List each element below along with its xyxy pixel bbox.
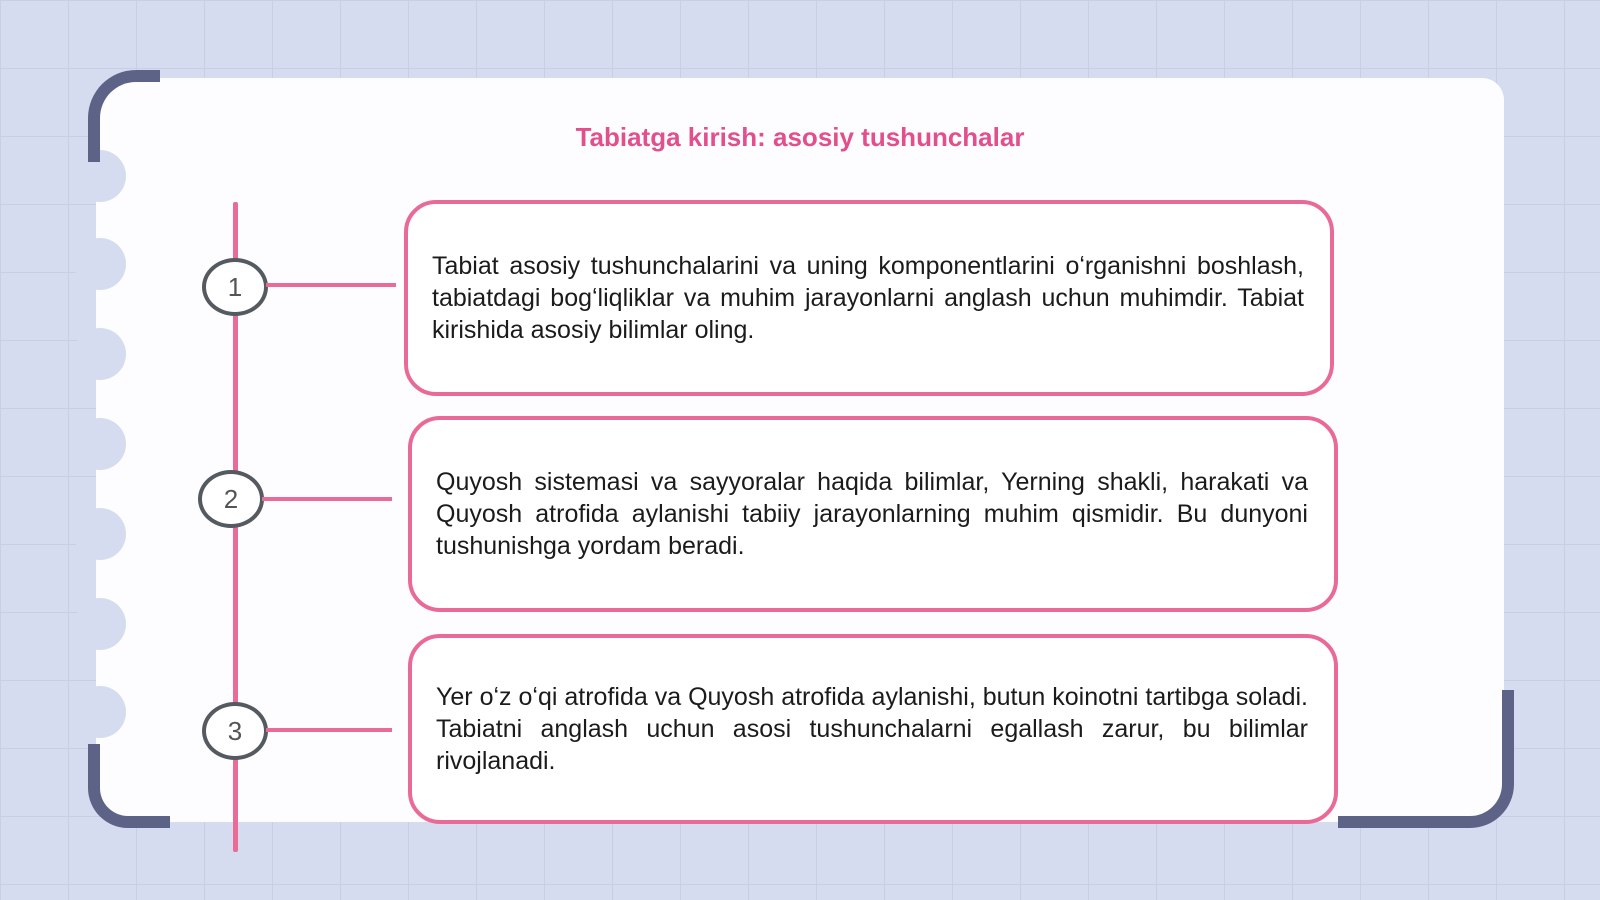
step-card-2 bbox=[408, 416, 1338, 612]
step-connector-3 bbox=[266, 728, 392, 732]
step-connector-1 bbox=[266, 283, 396, 287]
frame-corner-bottom-left bbox=[88, 744, 170, 828]
punch-hole bbox=[74, 598, 126, 650]
step-text-3: Yer oʻz oʻqi atrofida va Quyosh atrofida aylanishi, butun koinotni tartibga soladi. Tabiatni anglash uchun asosi tushunchalarni egallash zarur, bu bilimlar rivojlanadi. bbox=[436, 683, 1308, 775]
slide-title: Tabiatga kirish: asosiy tushunchalar bbox=[575, 122, 1025, 152]
step-number-2: 2 bbox=[198, 470, 264, 528]
step-connector-2 bbox=[262, 497, 392, 501]
frame-corner-bottom-right bbox=[1338, 690, 1514, 828]
punch-hole bbox=[74, 238, 126, 290]
step-card-1 bbox=[404, 200, 1334, 396]
step-text-2: Quyosh sistemasi va sayyoralar haqida bilimlar, Yerning shakli, harakati va Quyosh atrofida aylanishi tabiiy jarayonlarning muhim qismidir. Bu dunyoni tushunishga yordam beradi. bbox=[436, 468, 1308, 560]
step-number-3: 3 bbox=[202, 702, 268, 760]
step-card-3 bbox=[408, 634, 1338, 824]
punch-hole bbox=[74, 418, 126, 470]
punch-hole bbox=[74, 686, 126, 738]
punch-hole bbox=[74, 508, 126, 560]
punch-hole bbox=[74, 328, 126, 380]
step-text-1: Tabiat asosiy tushunchalarini va uning komponentlarini oʻrganishni boshlash, tabiatdagi bogʻliqliklar va muhim jarayonlarni anglash uchun muhimdir. Tabiat kirishida asosiy bilimlar oling. bbox=[432, 252, 1304, 344]
step-number-1: 1 bbox=[202, 258, 268, 316]
